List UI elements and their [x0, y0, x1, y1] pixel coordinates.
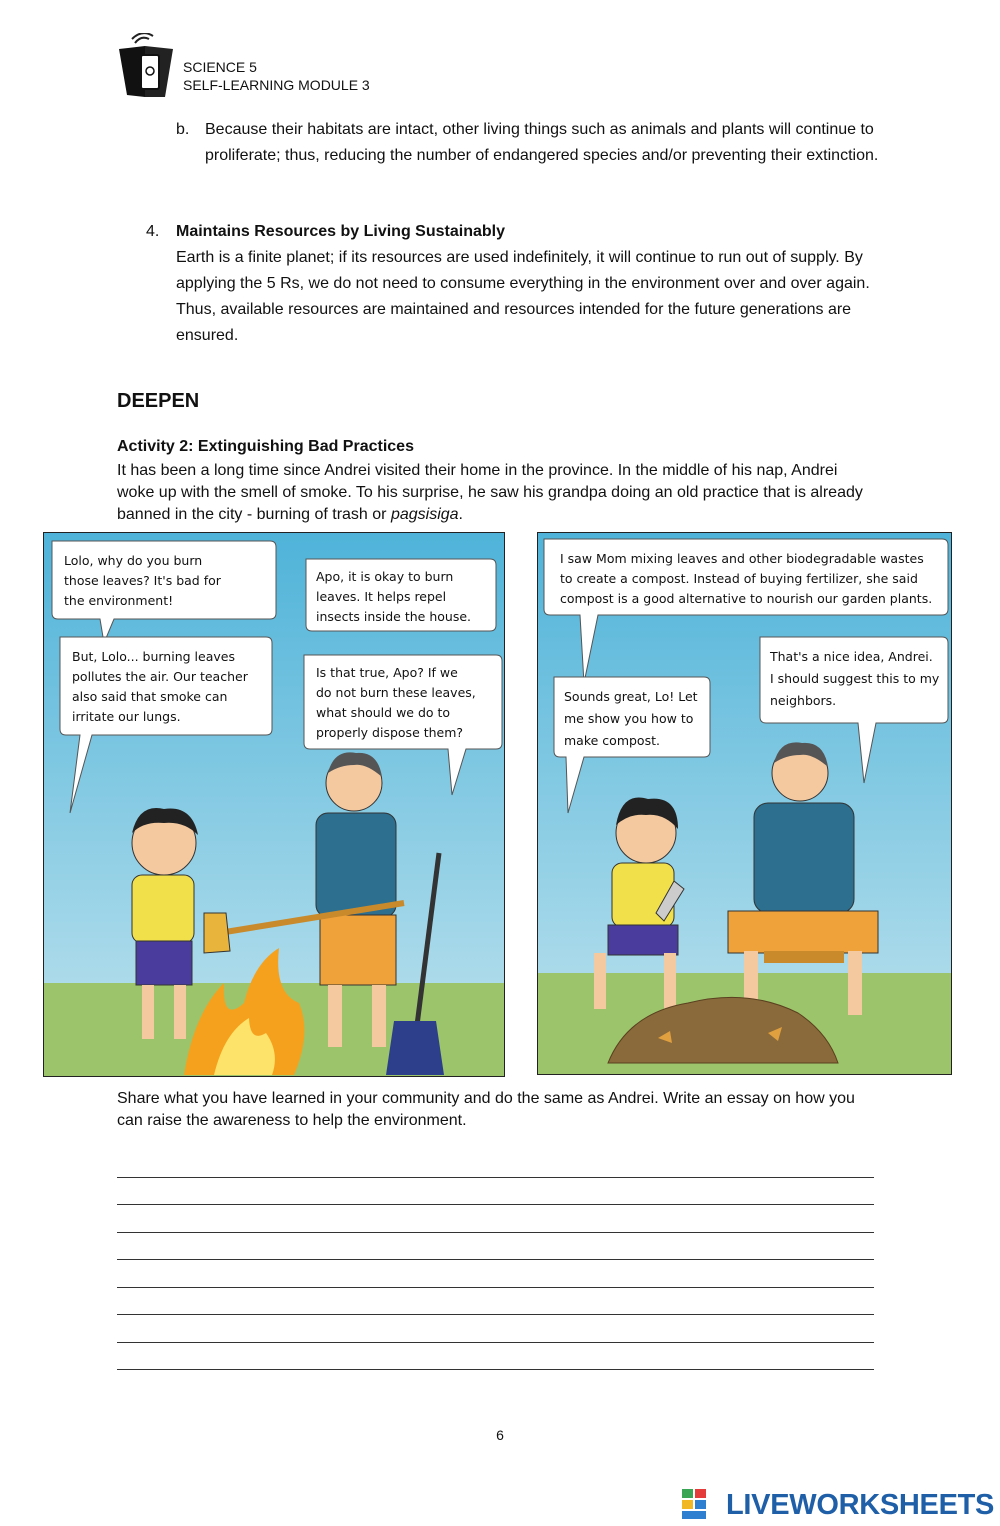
bubble-text-line: Lolo, why do you burn [64, 553, 203, 568]
answer-line[interactable] [117, 1233, 874, 1261]
activity-intro [117, 460, 877, 526]
item-4-text: Earth is a finite planet; if its resources are used indefinitely, it will continue to run out of supply. By applying the 5 Rs, we do not need to consume everything in the environment over and over again. Thus, available resources are maintained and resources intended for the future generations are ensured. [176, 249, 870, 344]
bubble-text-line: insects inside the house. [316, 609, 471, 624]
watermark [680, 1485, 995, 1525]
module-label: SELF-LEARNING MODULE 3 [183, 77, 370, 93]
speech-bubble [306, 559, 496, 631]
answer-line[interactable] [117, 1343, 874, 1371]
bubble-text-line: what should we do to [316, 705, 451, 720]
answer-area [117, 1150, 874, 1370]
answer-line[interactable] [117, 1260, 874, 1288]
section-title: DEEPEN [117, 390, 200, 412]
watermark-text: LIVEWORKSHEETS [726, 1489, 995, 1521]
answer-line[interactable] [117, 1178, 874, 1206]
module-header [183, 58, 370, 94]
activity-intro-term: pagsisiga [390, 506, 459, 523]
bubble-text-line: neighbors. [770, 693, 837, 708]
module-logo-icon [115, 33, 179, 99]
item-4-title: Maintains Resources by Living Sustainably [176, 223, 505, 240]
bubble-text-line: compost is a good alternative to nourish our garden plants. [560, 591, 933, 606]
answer-line[interactable] [117, 1150, 874, 1178]
bubble-text-line: pollutes the air. Our teacher [72, 669, 248, 684]
bubble-text-line: me show you how to [564, 711, 694, 726]
answer-line[interactable] [117, 1315, 874, 1343]
activity-title: Activity 2: Extinguishing Bad Practices [117, 438, 414, 455]
subject-label: SCIENCE 5 [183, 59, 257, 75]
essay-prompt: Share what you have learned in your community and do the same as Andrei. Write an essay on how you can raise the awareness to help the environment. [117, 1090, 855, 1129]
bubble-text-line: I should suggest this to my [770, 671, 940, 686]
bubble-text-line: That's a nice idea, Andrei. [770, 649, 933, 664]
bubble-text-line: do not burn these leaves, [316, 685, 476, 700]
bubble-text-line: irritate our lungs. [72, 709, 181, 724]
activity-intro-text: It has been a long time since Andrei visited their home in the province. In the middle of his nap, Andrei woke up with the smell of smoke. To his surprise, he saw his grandpa doing an old practice that is already banned in the city - burning of trash or [117, 462, 863, 523]
bubble-text-line: those leaves? It's bad for [64, 573, 221, 588]
bubble-text-line: But, Lolo... burning leaves [72, 649, 235, 664]
bubble-text-line: properly dispose them? [316, 725, 464, 740]
liveworksheets-logo-icon [680, 1485, 722, 1521]
activity-intro-end: . [458, 506, 463, 523]
bubble-text-line: the environment! [64, 593, 174, 608]
bubble-text-line: to create a compost. Instead of buying fertilizer, she said [560, 571, 918, 586]
answer-line[interactable] [117, 1288, 874, 1316]
comic-panel-1 [43, 532, 505, 1077]
answer-line[interactable] [117, 1205, 874, 1233]
bubble-text-line: leaves. It helps repel [316, 589, 447, 604]
bubble-text-line: Is that true, Apo? If we [316, 665, 458, 680]
bubble-text-line: also said that smoke can [72, 689, 228, 704]
item-b-text: Because their habitats are intact, other living things such as animals and plants will continue to proliferate; thus, reducing the number of endangered species and/or preventing their extinction. [205, 121, 879, 164]
bubble-text-line: I saw Mom mixing leaves and other biodegradable wastes [560, 551, 924, 566]
item-b-label: b. [176, 121, 190, 138]
item-4 [176, 219, 891, 349]
page-number: 6 [496, 1427, 504, 1443]
bubble-text-line: make compost. [564, 733, 660, 748]
bubble-text-line: Apo, it is okay to burn [316, 569, 454, 584]
item-4-number: 4. [146, 223, 160, 240]
bubble-text-line: Sounds great, Lo! Let [564, 689, 698, 704]
comic-panel-2 [537, 532, 952, 1075]
